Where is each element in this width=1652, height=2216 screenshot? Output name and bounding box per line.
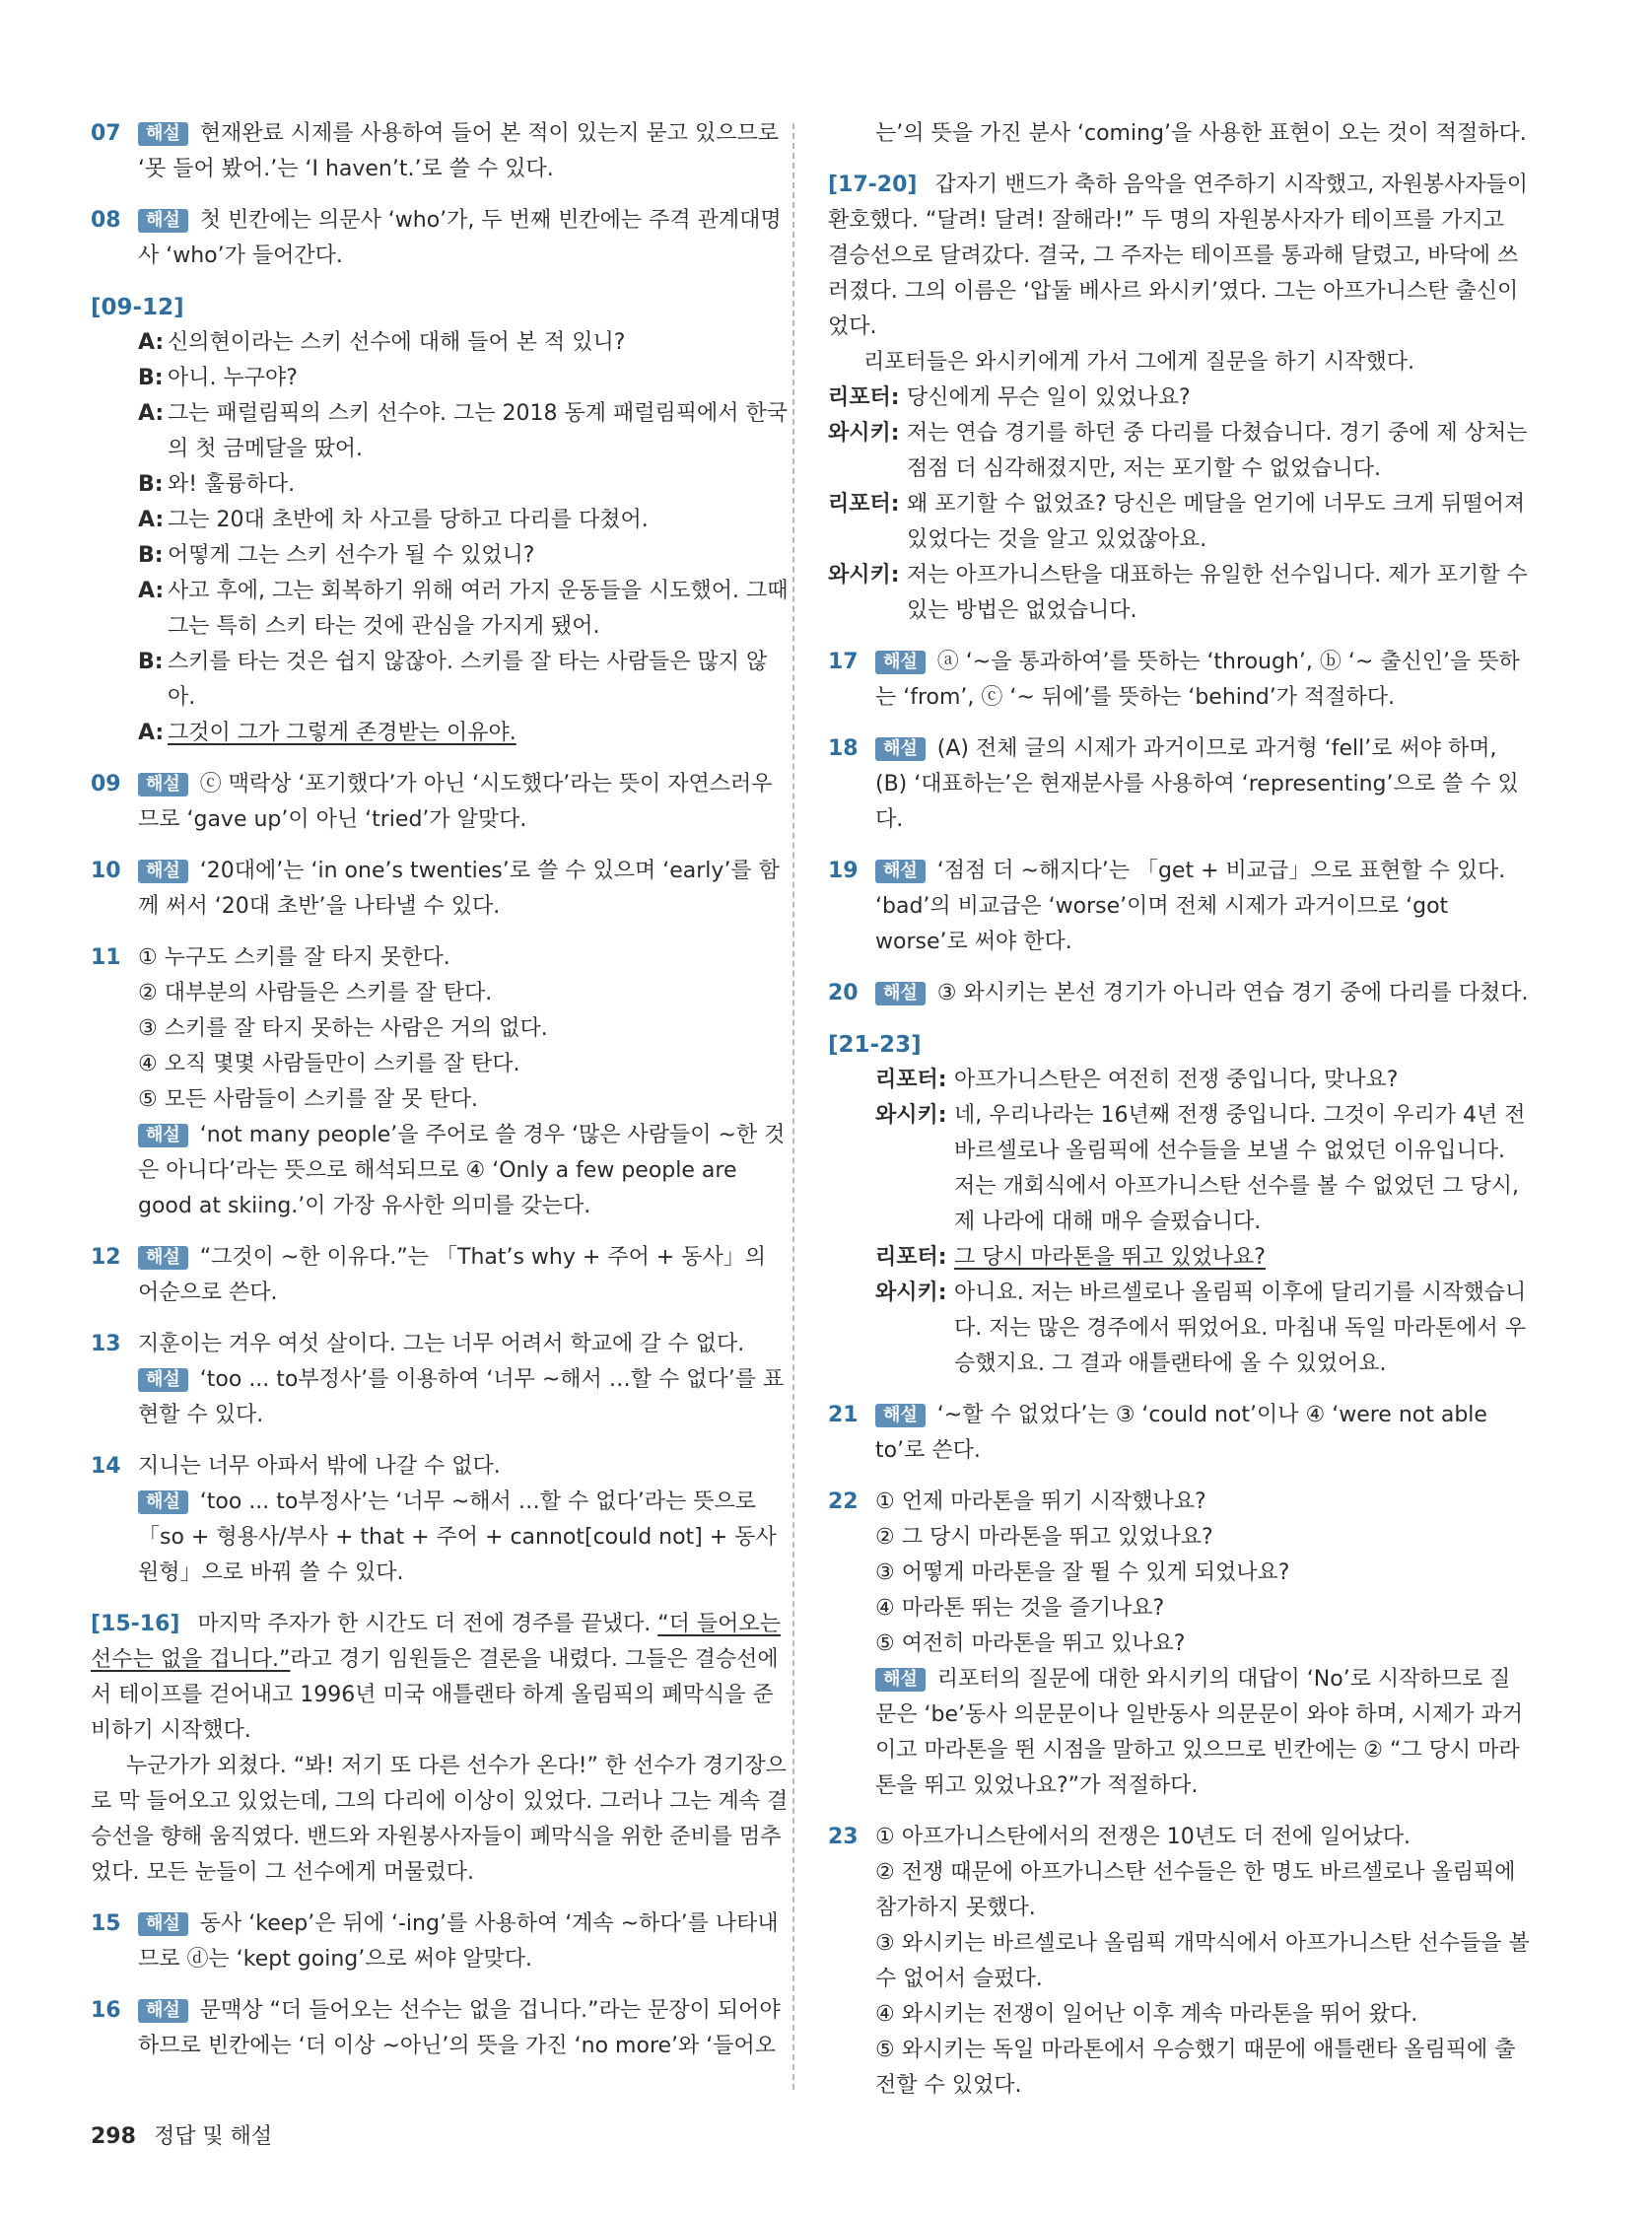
answer-10 (91, 854, 792, 925)
group-label-17-20: [17-20] (828, 173, 918, 197)
dialogue-line (828, 416, 1530, 487)
explanation-tag: 해설 (875, 982, 926, 1005)
explanation-text: 현재완료 시제를 사용하여 들어 본 적이 있는지 묻고 있으므로 ‘못 들어 봤어.’는 ‘I haven’t.’로 쓸 수 있다. (138, 121, 780, 181)
dialogue-line (828, 487, 1530, 558)
answer-16-continued: 는’의 뜻을 가진 분사 ‘coming’을 사용한 표현이 오는 것이 적절하다. (875, 121, 1527, 146)
explanation-tag: 해설 (875, 651, 926, 674)
answer-21 (828, 1398, 1530, 1469)
explanation-tag: 해설 (138, 1999, 188, 2023)
translation-text: 지니는 너무 아파서 밖에 나갈 수 없다. (138, 1454, 501, 1479)
passage-underlined-text: “더 들어오는 선수는 없을 겁니다.” (91, 1612, 781, 1672)
explanation-text: ‘not many people’을 주어로 쓸 경우 ‘많은 사람들이 ~한 것은 아니다’라는 뜻으로 해석되므로 ④ ‘Only a few people are good at skiing.’이 가장 유사한 의미를 갖는다. (138, 1123, 786, 1218)
answer-11 (91, 940, 792, 1224)
option-1: ① 아프가니스탄에서의 전쟁은 10년도 더 전에 일어났다. (875, 1825, 1411, 1849)
explanation-text: ⓐ ‘~을 통과하여’를 뜻하는 ‘through’, ⓑ ‘~ 출신인’을 뜻하는 ‘from’, ⓒ ‘~ 뒤에’를 뜻하는 ‘behind’가 적절하다. (875, 650, 1520, 710)
line-text: 저는 연습 경기를 하던 중 다리를 다쳤습니다. 경기 중에 제 상처는 점점 더 심각해졌지만, 저는 포기할 수 없었습니다. (907, 421, 1528, 481)
dialogue-line (138, 467, 792, 503)
answer-07 (91, 116, 792, 187)
answer-23 (828, 1820, 1530, 2104)
item-number: 14 (91, 1454, 121, 1479)
explanation-text: “그것이 ~한 이유다.”는 「That’s why + 주어 + 동사」의 어순으로 쓴다. (138, 1245, 766, 1305)
item-number: 21 (828, 1403, 859, 1427)
dialogue-line (875, 1063, 1530, 1098)
item-number: 15 (91, 1911, 121, 1936)
explanation-text: 동사 ‘keep’은 뒤에 ‘-ing’를 사용하여 ‘계속 ~하다’를 나타내므로 ⓓ는 ‘kept going’으로 써야 알맞다. (138, 1911, 779, 1972)
explanation-text: 첫 빈칸에는 의문사 ‘who’가, 두 번째 빈칸에는 주격 관계대명사 ‘who’가 들어간다. (138, 208, 782, 268)
item-number: 18 (828, 736, 859, 761)
passage-text: 갑자기 밴드가 축하 음악을 연주하기 시작했고, 자원봉사자들이 환호했다. “달려! 달려! 잘해라!” 두 명의 자원봉사자가 테이프를 가지고 결승선으로 달려갔다. 결국, 그 주자는 테이프를 통과해 달렸고, 바닥에 쓰러졌다. 그의 이름은 ‘압둘 베사르 와시키’였다. 그는 아프가니스탄 출신이었다. (828, 173, 1528, 339)
explanation-text: 리포터의 질문에 대한 와시키의 대답이 ‘No’로 시작하므로 질문은 ‘be’동사 의문문이나 일반동사 의문문이 와야 하며, 시제가 과거이고 마라톤을 뛴 시점을 말하고 있으므로 빈칸에는 ② “그 당시 마라톤을 뛰고 있었나요?”가 적절하다. (875, 1667, 1523, 1798)
option-5: ⑤ 여전히 마라톤을 뛰고 있나요? (875, 1631, 1186, 1656)
line-text: 그는 패럴림픽의 스키 선수야. 그는 2018 동계 패럴림픽에서 한국의 첫 금메달을 땄어. (168, 401, 788, 461)
right-column (828, 116, 1530, 2119)
line-text: 당신에게 무슨 일이 있었나요? (907, 385, 1191, 410)
option-3: ③ 스키를 잘 타지 못하는 사람은 거의 없다. (138, 1016, 548, 1041)
dialogue-line (138, 325, 792, 361)
answer-08 (91, 203, 792, 274)
option-3: ③ 어떻게 마라톤을 잘 뛸 수 있게 되었나요? (875, 1560, 1290, 1585)
passage-text: 라고 경기 임원들은 결론을 내렸다. 그들은 결승선에서 테이프를 걷어내고 1996년 미국 애틀랜타 하계 올림픽의 폐막식을 준비하기 시작했다. (91, 1647, 779, 1743)
dialogue-line (138, 538, 792, 574)
option-5: ⑤ 와시키는 독일 마라톤에서 우승했기 때문에 애틀랜타 올림픽에 출전할 수 있었다. (875, 2038, 1516, 2098)
speaker: A: (138, 330, 165, 355)
item-number: 10 (91, 859, 121, 883)
passage-text: 마지막 주자가 한 시간도 더 전에 경주를 끝냈다. (197, 1612, 658, 1636)
explanation-tag: 해설 (875, 737, 926, 761)
speaker: 리포터: (875, 1068, 947, 1092)
dialogue-line (138, 574, 792, 645)
explanation-text: ③ 와시키는 본선 경기가 아니라 연습 경기 중에 다리를 다쳤다. (936, 981, 1529, 1005)
speaker: 와시키: (875, 1281, 947, 1305)
item-number: 17 (828, 650, 859, 674)
explanation-tag: 해설 (138, 1368, 188, 1392)
speaker: 리포터: (828, 492, 900, 517)
speaker: 와시키: (828, 563, 900, 588)
page-footer (91, 2119, 272, 2150)
dialogue-09-12 (91, 325, 792, 751)
item-number: 20 (828, 981, 859, 1005)
line-text: 저는 아프가니스탄을 대표하는 유일한 선수입니다. 제가 포기할 수 있는 방법은 없었습니다. (907, 563, 1528, 623)
answer-22 (828, 1485, 1530, 1804)
line-text: 네, 우리나라는 16년째 전쟁 중입니다. 그것이 우리가 4년 전 바르셀로나 올림픽에 선수들을 보낼 수 없었던 이유입니다. 저는 개회식에서 아프가니스탄 선수를 볼 수 없었던 그 당시, 제 나라에 대해 매우 슬펐습니다. (954, 1103, 1526, 1234)
option-5: ⑤ 모든 사람들이 스키를 잘 못 탄다. (138, 1087, 478, 1112)
explanation-tag: 해설 (138, 1490, 188, 1514)
line-text: 왜 포기할 수 없었죠? 당신은 메달을 얻기에 너무도 크게 뒤떨어져 있었다는 것을 알고 있었잖아요. (907, 492, 1526, 552)
line-text: 아프가니스탄은 여전히 전쟁 중입니다, 맞나요? (954, 1068, 1399, 1092)
line-text: 아니. 누구야? (168, 366, 298, 390)
answer-14 (91, 1449, 792, 1591)
speaker: A: (138, 401, 165, 426)
explanation-text: ⓒ 맥락상 ‘포기했다’가 아닌 ‘시도했다’라는 뜻이 자연스러우므로 ‘gave up’이 아닌 ‘tried’가 알맞다. (138, 772, 773, 832)
item-number: 09 (91, 772, 121, 796)
option-4: ④ 와시키는 전쟁이 일어난 이후 계속 마라톤을 뛰어 왔다. (875, 2002, 1418, 2027)
passage-paragraph: 누군가가 외쳤다. “봐! 저기 또 다른 선수가 온다!” 한 선수가 경기장으로 막 들어오고 있었는데, 그의 다리에 이상이 있었다. 그러나 그는 계속 결승선을 향해 움직였다. 밴드와 자원봉사자들이 폐막식을 위한 준비를 멈추었다. 모든 눈들이 그 선수에게 머물렀다. (91, 1754, 789, 1885)
answer-15 (91, 1906, 792, 1977)
explanation-tag: 해설 (138, 1246, 188, 1270)
option-4: ④ 마라톤 뛰는 것을 즐기나요? (875, 1596, 1165, 1621)
group-label-09-12: [09-12] (91, 295, 184, 320)
dialogue-line (875, 1276, 1530, 1382)
item-number: 11 (91, 945, 121, 970)
group-label-21-23: [21-23] (828, 1032, 922, 1058)
speaker: B: (138, 366, 164, 390)
explanation-text: ‘~할 수 없었다’는 ③ ‘could not’이나 ④ ‘were not able to’로 쓴다. (875, 1403, 1487, 1463)
dialogue-line (828, 381, 1530, 416)
line-text: 스키를 타는 것은 쉽지 않잖아. 스키를 잘 타는 사람들은 많지 않아. (168, 650, 768, 710)
item-number: 23 (828, 1825, 859, 1849)
dialogue-line (875, 1240, 1530, 1276)
explanation-tag: 해설 (138, 1124, 188, 1147)
item-number: 16 (91, 1998, 121, 2023)
explanation (138, 1485, 792, 1591)
option-1: ① 언제 마라톤을 뛰기 시작했나요? (875, 1489, 1206, 1514)
dialogue-line (138, 645, 792, 716)
group-label-15-16: [15-16] (91, 1612, 180, 1636)
explanation-text: ‘점점 더 ~해지다’는 「get + 비교급」으로 표현할 수 있다. ‘bad’의 비교급은 ‘worse’이며 전체 시제가 과거이므로 ‘got worse’로 써야 한다. (875, 859, 1506, 954)
page-number: 298 (91, 2124, 136, 2149)
line-text: 신의현이라는 스키 선수에 대해 들어 본 적 있니? (168, 330, 626, 355)
answer-19 (828, 854, 1530, 960)
option-4: ④ 오직 몇몇 사람들만이 스키를 잘 탄다. (138, 1052, 520, 1076)
explanation-text: ‘too ... to부정사’를 이용하여 ‘너무 ~해서 …할 수 없다’를 표현할 수 있다. (138, 1367, 785, 1427)
explanation-text: ‘20대에’는 ‘in one’s twenties’로 쓸 수 있으며 ‘early’를 함께 써서 ‘20대 초반’을 나타낼 수 있다. (138, 859, 780, 919)
dialogue-21-23 (828, 1063, 1530, 1382)
answer-18 (828, 731, 1530, 838)
line-text-underlined: 그것이 그가 그렇게 존경받는 이유야. (168, 721, 516, 745)
speaker: 리포터: (828, 385, 900, 410)
speaker: 와시키: (875, 1103, 947, 1128)
left-column (91, 116, 792, 2080)
explanation (138, 1362, 792, 1433)
column-divider (792, 123, 794, 2090)
option-2: ② 그 당시 마라톤을 뛰고 있었나요? (875, 1525, 1213, 1550)
speaker: A: (138, 579, 165, 603)
passage-15-16 (91, 1607, 792, 1891)
explanation-tag: 해설 (875, 860, 926, 883)
option-3: ③ 와시키는 바르셀로나 올림픽 개막식에서 아프가니스탄 선수들을 볼 수 없어서 슬펐다. (875, 1931, 1530, 1991)
speaker: A: (138, 508, 165, 532)
dialogue-line (138, 503, 792, 538)
dialogue-line (138, 716, 792, 751)
speaker: B: (138, 472, 164, 497)
line-text: 와! 훌륭하다. (168, 472, 296, 497)
speaker: B: (138, 650, 164, 674)
explanation (138, 1118, 792, 1224)
answer-20 (828, 976, 1530, 1011)
option-1: ① 누구도 스키를 잘 타지 못한다. (138, 945, 450, 970)
dialogue-line (828, 558, 1530, 629)
speaker: 와시키: (828, 421, 900, 446)
speaker: 리포터: (875, 1245, 947, 1270)
explanation-tag: 해설 (875, 1668, 926, 1692)
explanation-tag: 해설 (138, 209, 188, 233)
explanation (875, 1662, 1530, 1804)
explanation-tag: 해설 (138, 122, 188, 146)
item-number: 13 (91, 1332, 121, 1356)
answer-09 (91, 767, 792, 838)
explanation-tag: 해설 (138, 773, 188, 796)
dialogue-line (138, 396, 792, 467)
speaker: B: (138, 543, 164, 568)
answer-13 (91, 1327, 792, 1433)
item-number: 12 (91, 1245, 121, 1270)
option-2: ② 대부분의 사람들은 스키를 잘 탄다. (138, 981, 493, 1005)
passage-17-20 (828, 168, 1530, 629)
dialogue-line (138, 361, 792, 396)
line-text: 그는 20대 초반에 차 사고를 당하고 다리를 다쳤어. (168, 508, 649, 532)
line-text: 사고 후에, 그는 회복하기 위해 여러 가지 운동들을 시도했어. 그때 그는 특히 스키 타는 것에 관심을 가지게 됐어. (168, 579, 789, 639)
answer-12 (91, 1240, 792, 1311)
explanation-text: (A) 전체 글의 시제가 과거이므로 과거형 ‘fell’로 써야 하며, (B) ‘대표하는’은 현재분사를 사용하여 ‘representing’으로 쓸 수 있다. (875, 736, 1519, 832)
explanation-tag: 해설 (875, 1404, 926, 1427)
passage-paragraph: 리포터들은 와시키에게 가서 그에게 질문을 하기 시작했다. (863, 350, 1415, 375)
answer-17 (828, 645, 1530, 716)
option-2: ② 전쟁 때문에 아프가니스탄 선수들은 한 명도 바르셀로나 올림픽에 참가하지 못했다. (875, 1860, 1516, 1920)
item-number: 07 (91, 121, 121, 146)
line-text: 어떻게 그는 스키 선수가 될 수 있었니? (168, 543, 535, 568)
explanation-text: 문맥상 “더 들어오는 선수는 없을 겁니다.”라는 문장이 되어야 하므로 빈칸에는 ‘더 이상 ~아닌’의 뜻을 가진 ‘no more’와 ‘들어오 (138, 1998, 781, 2058)
explanation-tag: 해설 (138, 1912, 188, 1936)
answer-16 (91, 1993, 792, 2064)
translation-text: 지훈이는 겨우 여섯 살이다. 그는 너무 어려서 학교에 갈 수 없다. (138, 1332, 745, 1356)
dialogue-line (875, 1098, 1530, 1240)
line-text: 아니요. 저는 바르셀로나 올림픽 이후에 달리기를 시작했습니다. 저는 많은 경주에서 뛰었어요. 마침내 독일 마라톤에서 우승했지요. 그 결과 애틀랜타에 올 수 있었어요. (954, 1281, 1527, 1376)
explanation-tag: 해설 (138, 860, 188, 883)
line-text-underlined: 그 당시 마라톤을 뛰고 있었나요? (954, 1245, 1266, 1270)
item-number: 22 (828, 1489, 859, 1514)
speaker: A: (138, 721, 165, 745)
item-number: 19 (828, 859, 859, 883)
explanation-text: ‘too ... to부정사’는 ‘너무 ~해서 …할 수 없다’라는 뜻으로 「so + 형용사/부사 + that + 주어 + cannot[could not] + 동사원형」으로 바꿔 쓸 수 있다. (138, 1489, 777, 1585)
footer-title: 정답 및 해설 (153, 2124, 273, 2149)
item-number: 08 (91, 208, 121, 233)
